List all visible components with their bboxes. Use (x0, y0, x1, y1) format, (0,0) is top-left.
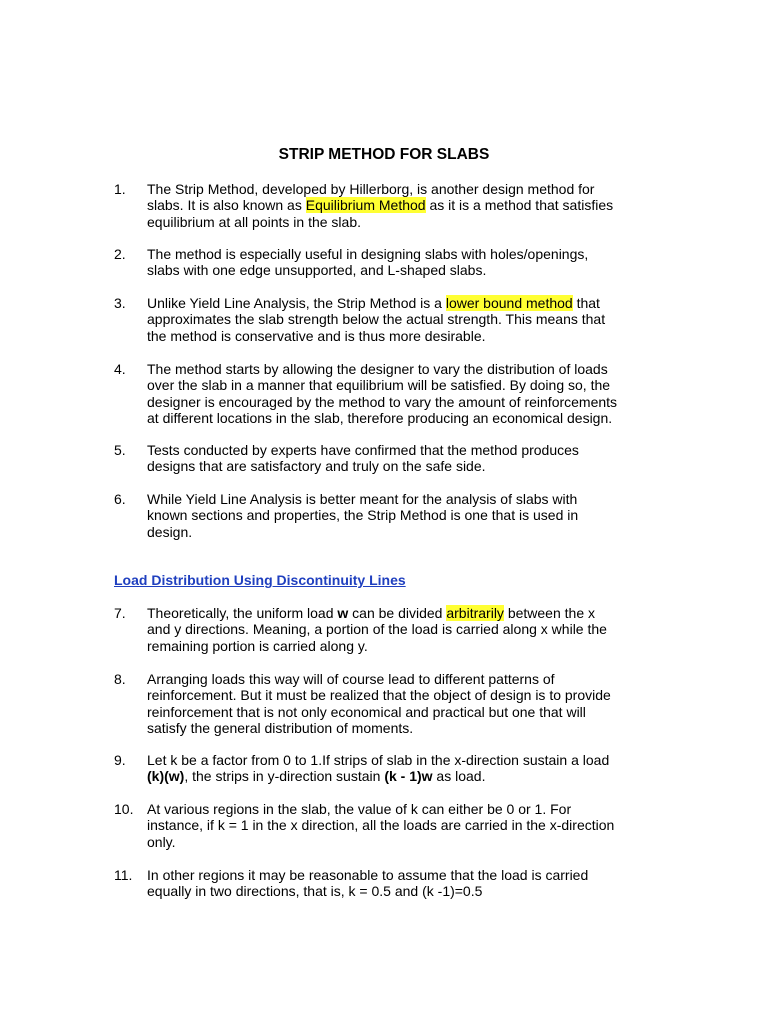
text-line: satisfy the general distribution of moments. (147, 720, 414, 737)
text-line: only. (147, 833, 176, 850)
item-text (147, 491, 674, 540)
text-line: over the slab in a manner that equilibrium will be satisfied. By doing so, the (147, 377, 611, 394)
bold-expression: (k - 1)w (384, 768, 433, 785)
text-line: designs that are satisfactory and truly on the safe side. (147, 458, 486, 475)
item-number: 3. (114, 295, 126, 311)
text-line: Arranging loads this way will of course lead to different patterns of (147, 671, 555, 687)
text-line: the method is conservative and is thus more desirable. (147, 327, 486, 344)
text-line (147, 295, 674, 311)
item-text (147, 361, 674, 427)
text-line: remaining portion is carried along y. (147, 637, 368, 654)
text-line: The method is especially useful in designing slabs with holes/openings, (147, 246, 589, 262)
item-number: 2. (114, 246, 126, 262)
text-line: designer is encouraged by the method to vary the amount of reinforcements (147, 393, 618, 410)
text-span: that (572, 295, 600, 311)
text-line: known sections and properties, the Strip Method is one that is used in (147, 507, 579, 524)
item-number: 10. (114, 801, 134, 817)
text-line: approximates the slab strength below the actual strength. This means that (147, 311, 606, 328)
text-span: as it is a method that satisfies (425, 197, 614, 214)
bold-expression: (k)(w) (147, 768, 185, 785)
item-number: 8. (114, 671, 126, 687)
highlight-lower-bound-method: lower bound method (445, 295, 573, 311)
text-line: reinforcement that is not only economical and practical but one that will (147, 703, 586, 720)
item-number: 9. (114, 752, 126, 768)
item-text (147, 671, 674, 737)
text-span: Theoretically, the uniform load (147, 605, 338, 621)
item-text (147, 246, 674, 279)
text-line: design. (147, 523, 193, 540)
text-line: instance, if k = 1 in the x direction, all the loads are carried in the x-direction (147, 817, 615, 834)
text-line: The method starts by allowing the designer to vary the distribution of loads (147, 361, 608, 377)
item-number: 7. (114, 605, 126, 621)
text-span: between the x (503, 605, 595, 621)
highlight-arbitrarily: arbitrarily (446, 605, 504, 621)
text-line (147, 605, 674, 621)
text-span: Unlike Yield Line Analysis, the Strip Method is a (147, 295, 446, 311)
text-line: Tests conducted by experts have confirmed that the method produces (147, 442, 579, 458)
item-text (147, 442, 674, 475)
text-line: Let k be a factor from 0 to 1.If strips of slab in the x-direction sustain a load (147, 752, 610, 768)
text-span: , the strips in y-direction sustain (184, 768, 385, 785)
item-text (147, 605, 674, 654)
item-number: 6. (114, 491, 126, 507)
highlight-equilibrium-method: Equilibrium Method (305, 197, 426, 214)
item-text (147, 752, 674, 785)
text-line: slabs with one edge unsupported, and L-shaped slabs. (147, 262, 487, 279)
text-line: at different locations in the slab, therefore producing an economical design. (147, 410, 613, 427)
text-span: can be divided (348, 605, 447, 621)
item-number: 1. (114, 181, 126, 197)
text-span: slabs. It is also known as (147, 197, 306, 214)
text-line: In other regions it may be reasonable to assume that the load is carried (147, 867, 589, 883)
item-number: 4. (114, 361, 126, 377)
text-line: and y directions. Meaning, a portion of the load is carried along x while the (147, 621, 607, 638)
item-text (147, 801, 674, 850)
text-line: The Strip Method, developed by Hillerborg, is another design method for (147, 181, 595, 197)
text-line: equilibrium at all points in the slab. (147, 213, 362, 230)
text-span: as load. (432, 768, 486, 785)
item-text (147, 181, 674, 230)
bold-symbol: w (337, 605, 349, 621)
item-number: 5. (114, 442, 126, 458)
item-number: 11. (114, 867, 133, 883)
item-text (147, 867, 674, 900)
text-line (147, 768, 674, 784)
text-line: equally in two directions, that is, k = 0.5 and (k -1)=0.5 (147, 883, 483, 900)
text-line: While Yield Line Analysis is better meant for the analysis of slabs with (147, 491, 578, 507)
text-line: reinforcement. But it must be realized that the object of design is to provide (147, 687, 611, 704)
page-title: STRIP METHOD FOR SLABS (278, 146, 490, 163)
text-line: At various regions in the slab, the value of k can either be 0 or 1. For (147, 801, 572, 817)
section-heading: Load Distribution Using Discontinuity Lines (114, 572, 406, 588)
item-text (147, 295, 674, 344)
text-line (147, 197, 674, 213)
